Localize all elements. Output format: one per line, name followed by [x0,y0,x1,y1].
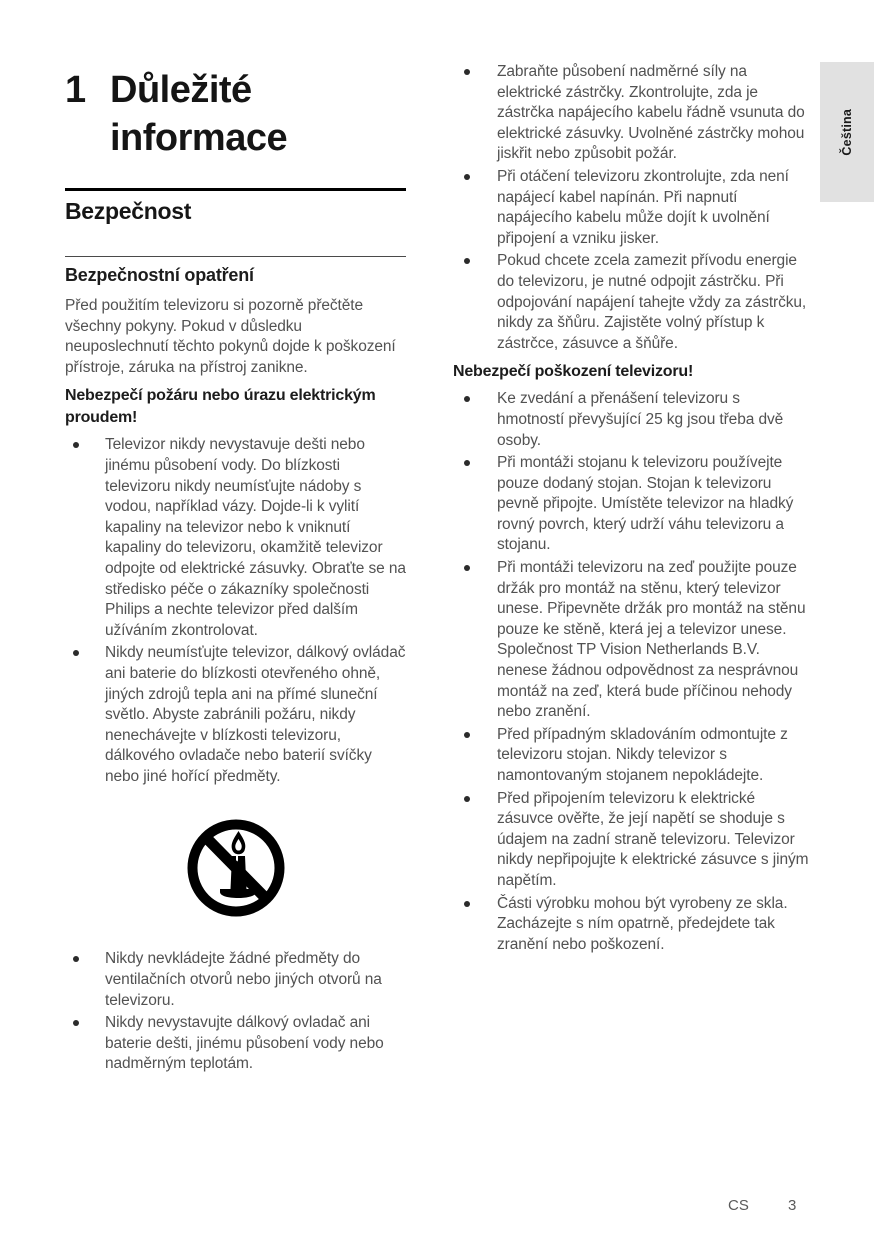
list-item: Nikdy neumísťujte televizor, dálkový ovládač ani baterie do blízkosti otevřeného ohně, jiných zdrojů tepla ani na přímé sluneční světlo. Abyste zabránili požáru, nikdy nenechávejte v blízkosti televizoru, dálkového ovladače nebo baterií svíčky nebo jiné hořící předměty. [65,643,406,787]
right-column [453,62,810,957]
intro-paragraph: Před použitím televizoru si pozorně přečtěte všechny pokyny. Pokud v důsledku neuposlechnutí těchto pokynů dojde k poškození přístroje, záruka na přístroj zanikne. [65,297,396,376]
list-item: Před případným skladováním odmontujte z televizoru stojan. Nikdy televizor s namontovaným stojanem nepokládejte. [453,725,810,787]
language-side-tab [820,62,874,202]
fire-hazard-list-left-2 [65,949,406,1075]
language-tab-label: Čeština [840,108,854,156]
list-item: Části výrobku mohou být vyrobeny ze skla. Zacházejte s ním opatrně, předejdete tak zranění nebo poškození. [453,894,810,956]
left-column [65,66,406,1077]
list-item: Televizor nikdy nevystavuje dešti nebo jinému působení vody. Do blízkosti televizoru nikdy neumísťujte nádoby s vodou, například vázy. Dojde-li k vylití kapaliny na televizor nebo k vniknutí kapaliny do televizoru, okamžitě televizor odpojte od elektrické zásuvky. Obraťte se na středisko péče o zákazníky společnosti Philips a nechte televizor před dalším užíváním zkontrolovat. [65,435,406,641]
subsection-title: Bezpečnostní opatření [65,265,254,285]
list-item: Ke zvedání a přenášení televizoru s hmotností převyšující 25 kg jsou třeba dvě osoby. [453,389,810,451]
list-item: Zabraňte působení nadměrné síly na elektrické zástrčky. Zkontrolujte, zda je zástrčka napájecího kabelu řádně vsunuta do elektrické zásuvky. Uvolněné zástrčky mohou jiskřit nebo způsobit požár. [453,62,810,165]
section-header [65,188,406,226]
footer-page-number: 3 [788,1197,797,1214]
chapter-number: 1 [65,69,86,111]
fire-hazard-list-left [65,435,406,787]
prohibition-icon-container [65,817,406,919]
footer-language-code: CS [728,1197,749,1214]
section-title: Bezpečnost [65,198,192,224]
list-item: Pokud chcete zcela zamezit přívodu energie do televizoru, je nutné odpojit zástrčku. Při odpojování napájení tahejte vždy za zástrčku, nikdy za šňůru. Zajistěte volný přístup k zástrčce, zásuvce a šňůře. [453,251,810,354]
list-item: Při montáži televizoru na zeď použijte pouze držák pro montáž na stěnu, který televizor unese. Připevněte držák pro montáž na stěnu pouze ke stěně, která jej a televizor unese. Společnost TP Vision Netherlands B.V. nenese žádnou odpovědnost za nesprávnou montáž na zeď, která bude příčinou nehody nebo zranění. [453,558,810,723]
damage-hazard-list [453,389,810,955]
list-item: Před připojením televizoru k elektrické zásuvce ověřte, že její napětí se shoduje s údajem na zadní straně televizoru. Televizor nikdy nepřipojujte k elektrické zásuvce s jiným napětím. [453,789,810,892]
fire-hazard-list-right [453,62,810,354]
chapter-title [65,66,406,162]
subsection-header [65,256,406,287]
fire-hazard-heading: Nebezpečí požáru nebo úrazu elektrickým proudem! [65,387,376,427]
list-item: Nikdy nevkládejte žádné předměty do ventilačních otvorů nebo jiných otvorů na televizoru. [65,949,406,1011]
damage-hazard-heading: Nebezpečí poškození televizoru! [453,363,694,381]
list-item: Při otáčení televizoru zkontrolujte, zda není napájecí kabel napínán. Při napnutí napájecího kabelu může dojít k uvolnění připojení a vzniku jisker. [453,167,810,249]
list-item: Nikdy nevystavujte dálkový ovladač ani baterie dešti, jinému působení vody nebo nadměrným teplotám. [65,1013,406,1075]
list-item: Při montáži stojanu k televizoru používejte pouze dodaný stojan. Stojan k televizoru pevně připojte. Umístěte televizor na hladký rovný povrch, který udrží váhu televizoru a stojanu. [453,453,810,556]
chapter-title-text: Důležité informace [110,69,288,159]
no-open-flame-prohibition-icon [186,817,286,919]
